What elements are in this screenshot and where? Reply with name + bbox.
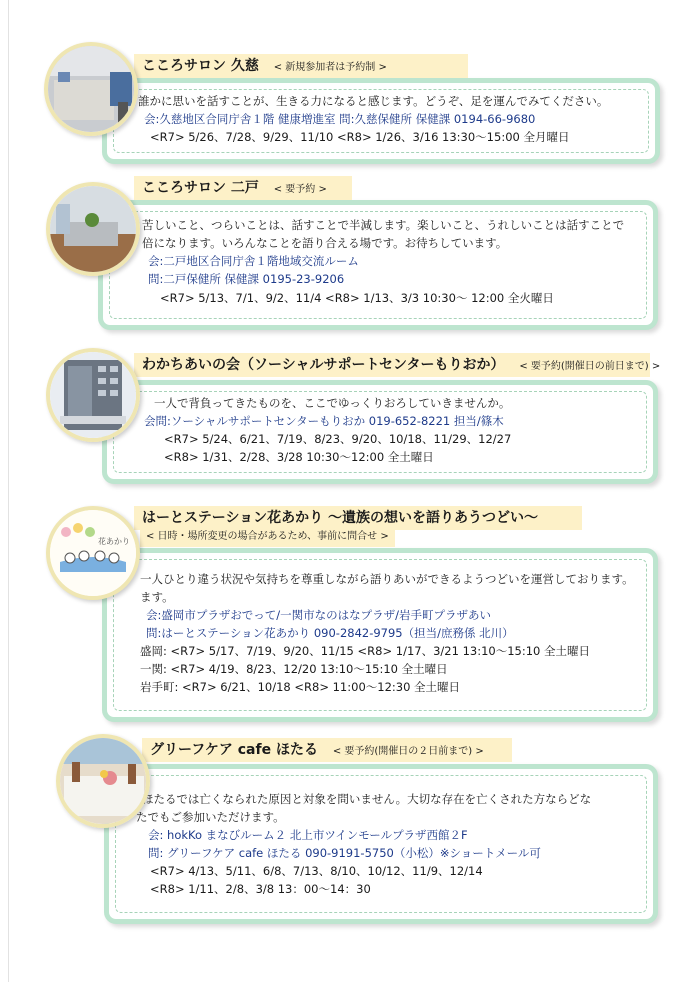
- section-line: 一人ひとり違う状況や気持ちを尊重しながら語りあいができるようつどいを運営しております。: [140, 572, 634, 586]
- section-line: 問:はーとステーション花あかり 090-2842-9795（担当/庶務係 北川）: [146, 626, 514, 640]
- section-title: こころサロン 久慈: [142, 58, 259, 74]
- section-line: ほたるでは亡くなられた原因と対象を問いません。大切な存在を亡くされた方ならどな: [142, 792, 592, 806]
- section-line: <R7> 5/24、6/21、7/19、8/23、9/20、10/18、11/29、12/27: [164, 432, 512, 446]
- section-line: 誰かに思いを話すことが、生きる力になると感じます。どうぞ、足を運んでみてください。: [138, 94, 609, 108]
- section-title-bar: [134, 176, 352, 200]
- section-note: < 要予約 >: [273, 184, 327, 195]
- section-line: 会:二戸地区合同庁舎１階地域交流ルーム: [148, 254, 359, 268]
- building-photo: [46, 348, 140, 442]
- section-line: 苦しいこと、つらいことは、話すことで半減します。楽しいこと、うれしいことは話すことで: [142, 218, 625, 232]
- page-left-border: [8, 0, 9, 982]
- flower-logo-icon: [50, 510, 136, 596]
- section-line: 問:二戸保健所 保健課 0195-23-9206: [148, 272, 345, 286]
- logo-text: 花あかり: [98, 537, 130, 546]
- section-line: 盛岡: <R7> 5/17、7/19、9/20、11/15 <R8> 1/17、3/21 13:10～15:10 全土曜日: [140, 644, 591, 658]
- section-title: はーとステーション花あかり ～遺族の想いを語りあうつどい～: [142, 510, 539, 526]
- section-line: 会:盛岡市プラザおでって/一関市なのはなプラザ/岩手町プラザあい: [146, 608, 492, 622]
- section-line: 岩手町: <R7> 6/21、10/18 <R8> 11:00～12:30 全土曜日: [140, 680, 461, 694]
- section-line: 一人で背負ってきたものを、ここでゆっくりおろしていきませんか。: [154, 396, 511, 410]
- section-line: 一関: <R7> 4/19、8/23、12/20 13:10～15:10 全土曜日: [140, 662, 448, 676]
- section-line: ます。: [140, 590, 174, 604]
- section-note: < 日時・場所変更の場合があるため、事前に問合せ >: [140, 527, 395, 547]
- section-line: 問: グリーフケア cafe ほたる 090-9191-5750（小松）※ショートメール可: [148, 846, 541, 860]
- section-title-bar: [134, 353, 661, 377]
- section-title-bar: [134, 54, 468, 78]
- section-note: < 要予約(開催日の２日前まで) >: [332, 746, 484, 757]
- section-line: <R8> 1/11、2/8、3/8 13：00～14：30: [150, 882, 371, 896]
- section-line: たでもご参加いただけます。: [136, 810, 285, 824]
- section-line: <R7> 4/13、5/11、6/8、7/13、8/10、10/12、11/9、12/14: [150, 864, 483, 878]
- section-line: <R8> 1/31、2/28、3/28 10:30～12:00 全土曜日: [164, 450, 434, 464]
- section-note: < 新規参加者は予約制 >: [273, 62, 387, 73]
- section-note: < 要予約(開催日の前日まで) >: [519, 361, 661, 372]
- section-title: わかちあいの会（ソーシャルサポートセンターもりおか）: [142, 357, 505, 373]
- section-line: <R7> 5/13、7/1、9/2、11/4 <R8> 1/13、3/3 10:30～ 12:00 全火曜日: [160, 291, 554, 305]
- section-line: 倍になります。いろんなことを語り合える場です。お待ちしています。: [142, 236, 508, 250]
- room-photo: [44, 42, 138, 136]
- section-line: <R7> 5/26、7/28、9/29、11/10 <R8> 1/26、3/16 13:30～15:00 全月曜日: [150, 130, 570, 144]
- hanaakari-logo: [46, 506, 140, 600]
- cafe-photo: [56, 734, 150, 828]
- room-photo: [46, 182, 140, 276]
- section-title: グリーフケア cafe ほたる: [150, 742, 318, 758]
- section-line: 会: hokKo まなびルーム２ 北上市ツインモールプラザ西館２F: [148, 828, 468, 842]
- section-line: 会問:ソーシャルサポートセンターもりおか 019-652-8221 担当/篠木: [144, 414, 504, 428]
- section-title: こころサロン 二戸: [142, 180, 259, 196]
- section-title-bar: [142, 738, 512, 762]
- section-line: 会:久慈地区合同庁舎１階 健康増進室 問:久慈保健所 保健課 0194-66-9680: [144, 112, 536, 126]
